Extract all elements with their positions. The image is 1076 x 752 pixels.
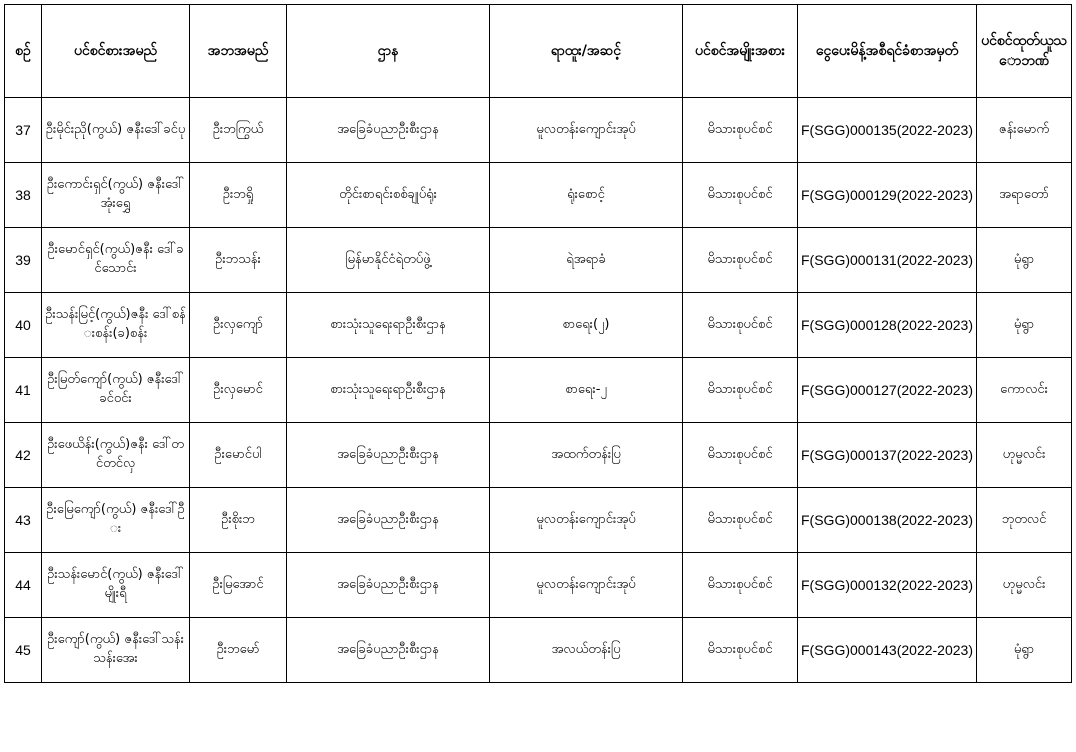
- cell-pension-type: မိသားစုပင်စင်: [683, 98, 798, 163]
- cell-no: 41: [5, 358, 42, 423]
- cell-position: အလယ်တန်းပြ: [490, 618, 683, 683]
- table-row: [5, 553, 1072, 618]
- header-pay-office: ပင်စင်ထုတ်ယူသောဘဏ်: [977, 5, 1072, 98]
- table-row: [5, 228, 1072, 293]
- header-no: စဉ်: [5, 5, 42, 98]
- cell-pay-office: အရာတော်: [977, 163, 1072, 228]
- cell-no: 38: [5, 163, 42, 228]
- header-permit-no: ငွေပေးမိန့်အစီရင်ခံစာအမှတ်: [798, 5, 977, 98]
- cell-department: အခြေခံပညာဦးစီးဌာန: [287, 98, 490, 163]
- cell-pay-office: ဟုမ္မလင်း: [977, 553, 1072, 618]
- cell-name: ဦးမိုင်းညို(ကွယ်) ဇနီးဒေါ်ခင်ပု: [42, 98, 190, 163]
- cell-position: မူလတန်းကျောင်းအုပ်: [490, 98, 683, 163]
- cell-position: မူလတန်းကျောင်းအုပ်: [490, 553, 683, 618]
- cell-name: ဦးကောင်းရှင်(ကွယ်) ဇနီးဒေါ်အုံးရွှေ: [42, 163, 190, 228]
- cell-father: ဦးလှကျော်: [190, 293, 287, 358]
- cell-permit-no: F(SGG)000127(2022-2023): [798, 358, 977, 423]
- cell-no: 44: [5, 553, 42, 618]
- cell-pension-type: မိသားစုပင်စင်: [683, 228, 798, 293]
- cell-name: ဦးသန်းမြင့်(ကွယ်)ဇနီး ဒေါ်စန်းစန်း(ခ)စန်း: [42, 293, 190, 358]
- cell-department: အခြေခံပညာဦးစီးဌာန: [287, 488, 490, 553]
- cell-pay-office: မုံရွာ: [977, 293, 1072, 358]
- cell-department: အခြေခံပညာဦးစီးဌာန: [287, 553, 490, 618]
- cell-position: အထက်တန်းပြ: [490, 423, 683, 488]
- cell-name: ဦးမောင်ရှင်(ကွယ်)ဇနီး ဒေါ်ခင်သောင်း: [42, 228, 190, 293]
- header-row: [5, 5, 1072, 98]
- cell-no: 37: [5, 98, 42, 163]
- cell-department: မြန်မာနိုင်ငံရဲတပ်ဖွဲ့: [287, 228, 490, 293]
- cell-father: ဦးဘရှို: [190, 163, 287, 228]
- table-row: [5, 293, 1072, 358]
- cell-position: စာရေး-၂: [490, 358, 683, 423]
- cell-permit-no: F(SGG)000131(2022-2023): [798, 228, 977, 293]
- cell-father: ဦးစိုးဘ: [190, 488, 287, 553]
- cell-pay-office: ဘုတလင်: [977, 488, 1072, 553]
- header-position: ရာထူး/အဆင့်: [490, 5, 683, 98]
- cell-pension-type: မိသားစုပင်စင်: [683, 293, 798, 358]
- cell-name: ဦးသန်းမောင်(ကွယ်) ဇနီးဒေါ်မျိုးရီ: [42, 553, 190, 618]
- cell-position: ရဲအရာခံ: [490, 228, 683, 293]
- cell-name: ဦးမြတ်ကျော်(ကွယ်) ဇနီးဒေါ်ခင်ဝင်း: [42, 358, 190, 423]
- cell-pension-type: မိသားစုပင်စင်: [683, 423, 798, 488]
- cell-permit-no: F(SGG)000132(2022-2023): [798, 553, 977, 618]
- cell-department: စားသုံးသူရေးရာဦးစီးဌာန: [287, 358, 490, 423]
- cell-name: ဦးမြေကျော်(ကွယ်) ဇနီးဒေါ်ဦး: [42, 488, 190, 553]
- table-row: [5, 163, 1072, 228]
- cell-position: စာရေး(၂): [490, 293, 683, 358]
- table-row: [5, 98, 1072, 163]
- cell-pension-type: မိသားစုပင်စင်: [683, 618, 798, 683]
- header-pension-type: ပင်စင်အမျိုးအစား: [683, 5, 798, 98]
- cell-department: အခြေခံပညာဦးစီးဌာန: [287, 423, 490, 488]
- cell-no: 42: [5, 423, 42, 488]
- header-department: ဌာန: [287, 5, 490, 98]
- pension-list-document: [4, 4, 1072, 683]
- cell-permit-no: F(SGG)000143(2022-2023): [798, 618, 977, 683]
- cell-pension-type: မိသားစုပင်စင်: [683, 553, 798, 618]
- cell-department: တိုင်းစာရင်းစစ်ချုပ်ရုံး: [287, 163, 490, 228]
- cell-department: အခြေခံပညာဦးစီးဌာန: [287, 618, 490, 683]
- table-row: [5, 423, 1072, 488]
- cell-no: 43: [5, 488, 42, 553]
- cell-department: စားသုံးသူရေးရာဦးစီးဌာန: [287, 293, 490, 358]
- cell-position: မူလတန်းကျောင်းအုပ်: [490, 488, 683, 553]
- cell-pay-office: မုံရွာ: [977, 228, 1072, 293]
- cell-permit-no: F(SGG)000135(2022-2023): [798, 98, 977, 163]
- cell-no: 39: [5, 228, 42, 293]
- cell-no: 45: [5, 618, 42, 683]
- cell-position: ရုံးစောင့်: [490, 163, 683, 228]
- cell-pension-type: မိသားစုပင်စင်: [683, 358, 798, 423]
- cell-father: ဦးဘမော်: [190, 618, 287, 683]
- cell-pay-office: မုံရွာ: [977, 618, 1072, 683]
- table-row: [5, 488, 1072, 553]
- cell-pay-office: ကောလင်း: [977, 358, 1072, 423]
- cell-no: 40: [5, 293, 42, 358]
- header-father: အဘအမည်: [190, 5, 287, 98]
- cell-pay-office: ဟုမ္မလင်း: [977, 423, 1072, 488]
- cell-name: ဦးကျော်(ကွယ်) ဇနီးဒေါ်သန်းသန်းအေး: [42, 618, 190, 683]
- cell-father: ဦးမြအောင်: [190, 553, 287, 618]
- cell-permit-no: F(SGG)000137(2022-2023): [798, 423, 977, 488]
- cell-pay-office: ဇန်းမောက်: [977, 98, 1072, 163]
- table-row: [5, 358, 1072, 423]
- cell-father: ဦးလှမောင်: [190, 358, 287, 423]
- cell-permit-no: F(SGG)000138(2022-2023): [798, 488, 977, 553]
- cell-pension-type: မိသားစုပင်စင်: [683, 163, 798, 228]
- cell-name: ဦးဖေယိန်း(ကွယ်)ဇနီး ဒေါ်တင်တင်လှ: [42, 423, 190, 488]
- table-row: [5, 618, 1072, 683]
- cell-father: ဦးဘကြွယ်: [190, 98, 287, 163]
- cell-father: ဦးမောင်ပါ: [190, 423, 287, 488]
- header-permit-holder: ပင်စင်စားအမည်: [42, 5, 190, 98]
- cell-pension-type: မိသားစုပင်စင်: [683, 488, 798, 553]
- pension-table: [4, 4, 1072, 683]
- cell-permit-no: F(SGG)000128(2022-2023): [798, 293, 977, 358]
- cell-permit-no: F(SGG)000129(2022-2023): [798, 163, 977, 228]
- cell-father: ဦးဘသန်း: [190, 228, 287, 293]
